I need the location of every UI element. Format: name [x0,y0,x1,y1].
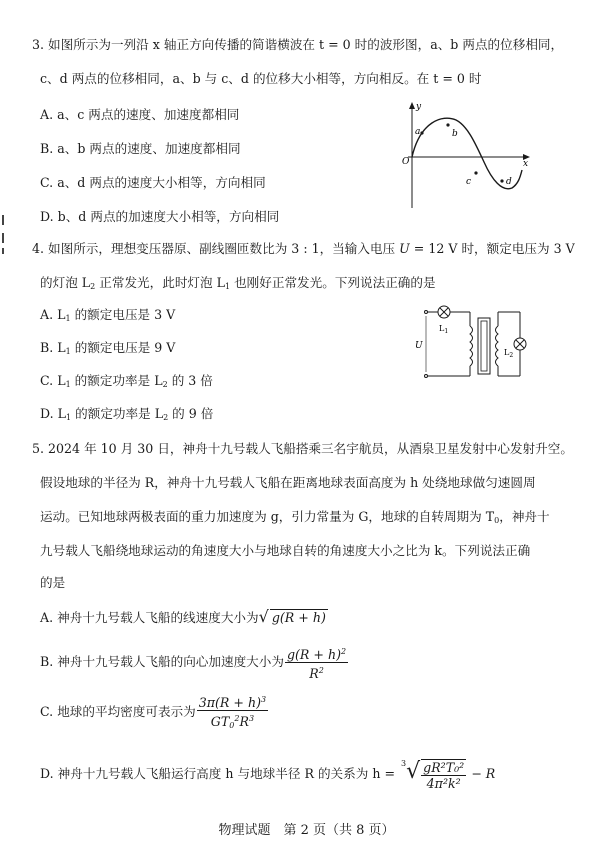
q4-option-c: C. $L_1$ 的额定功率是 $L_2$ 的 3 倍 [40,373,213,389]
q5-stem-line5: 的是 [40,575,66,590]
page-footer: 物理试题 第 2 页（共 8 页） [218,823,395,838]
q3-option-d: D. b、d 两点的加速度大小相等，方向相同 [40,209,280,224]
q4-transformer-figure [412,300,542,388]
margin-mark [2,248,4,254]
q5-stem-line4: 九号载人飞船绕地球运动的角速度大小与地球自转的角速度大小之比为 k。下列说法正确 [40,543,531,558]
q4-stem-line2: 的灯泡 $L_2$ 正常发光，此时灯泡 $L_1$ 也刚好正常发光。下列说法正确的是 [40,275,436,291]
margin-mark [2,215,4,225]
margin-mark [2,233,4,243]
q5-stem-line1: 5. 2024 年 10 月 30 日，神舟十九号载人飞船搭乘三名宇航员，从酒泉卫星发射中心发射升空。 [32,441,573,456]
fig-point-d: d [506,177,512,187]
q5-option-a: A. 神舟十九号载人飞船的线速度大小为√ g(R + h) [40,607,326,626]
q3-option-b: B. a、b 两点的速度、加速度都相同 [40,141,241,156]
q5-stem-line3: 运动。已知地球两极表面的重力加速度为 g，引力常量为 G，地球的自转周期为 $T_0$，神舟十 [40,509,550,525]
fig-point-a: a [415,127,421,137]
fig-voltage-label: U [415,341,423,351]
q4-option-b: B. $L_1$ 的额定电压是 9 V [40,340,176,356]
q3-stem-line1: 3. 如图所示为一列沿 x 轴正方向传播的简谐横波在 t = 0 时的波形图，a、b 两点的位移相同， [32,37,564,52]
q5-option-d: D. 神舟十九号载人飞船运行高度 h 与地球半径 R 的关系为 h = $^3$√ $\frac{\text{gR²T₀²}}{\text{4π²k²}}$ − R [40,759,496,791]
q5-option-b: B. 神舟十九号载人飞船的向心加速度大小为 $\frac{g(R + h)^2}{R^2}$ [40,644,349,681]
fig-point-c: c [466,177,472,187]
q3-option-c: C. a、d 两点的速度大小相等，方向相同 [40,175,266,190]
fig-origin-label: O [402,157,410,167]
q4-option-d: D. $L_1$ 的额定功率是 $L_2$ 的 9 倍 [40,406,214,422]
q3-stem-line2: c、d 两点的位移相同，a、b 与 c、d 的位移大小相等，方向相反。在 t = 0 时 [40,71,482,86]
fig-x-label: x [523,159,529,169]
q3-option-a: A. a、c 两点的速度、加速度都相同 [40,107,240,122]
fig-lamp-l1-label: $L_1$ [439,324,449,335]
q4-stem-line1: 4. 如图所示，理想变压器原、副线圈匝数比为 3 : 1，当输入电压 U = 12 V 时，额定电压为 3 V [32,241,575,256]
q3-wave-figure [398,100,533,210]
q5-stem-line2: 假设地球的半径为 R，神舟十九号载人飞船在距离地球表面高度为 h 处绕地球做匀速圆周 [40,475,536,490]
fig-y-label: y [416,102,422,112]
q5-option-c: C. 地球的平均密度可表示为 $\frac{3\pi(R + h)^3}{GT_0^2R^3}$ [40,692,269,733]
fig-point-b: b [452,129,458,139]
q4-option-a: A. $L_1$ 的额定电压是 3 V [40,307,176,323]
fig-lamp-l2-label: $L_2$ [504,348,514,359]
